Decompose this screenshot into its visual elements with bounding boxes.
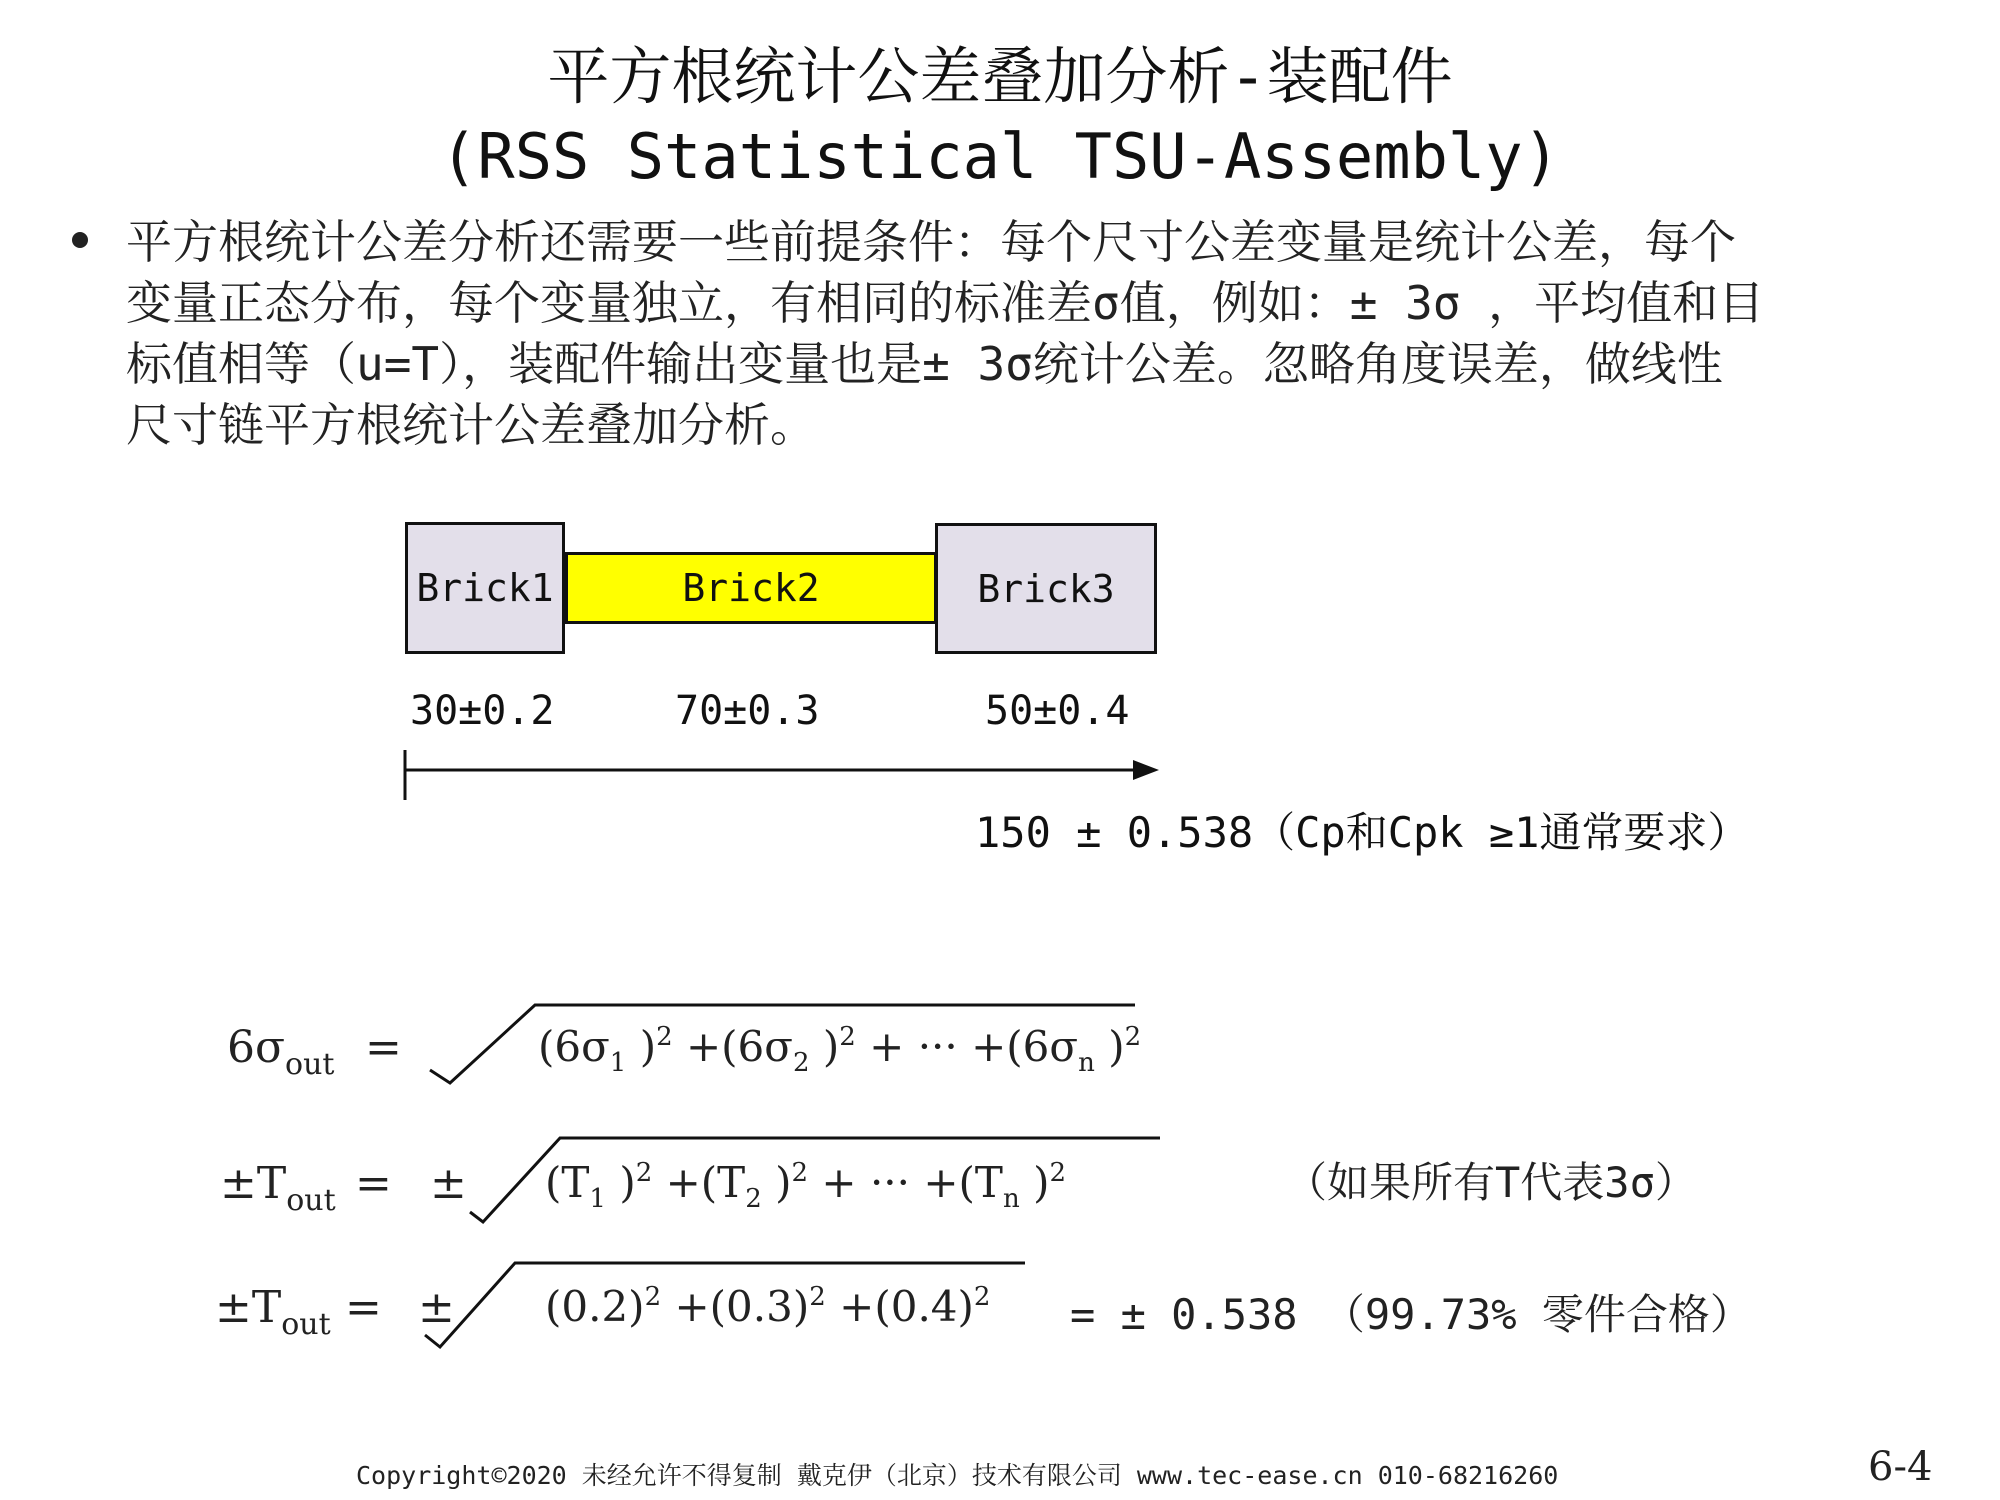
paragraph-line: 尺寸链平方根统计公差叠加分析。: [126, 398, 816, 452]
formula2-plusminus: ±: [430, 1158, 467, 1209]
formula1-lhs: $6\sigma_{out}$: [227, 1022, 335, 1082]
stack-result: 150 ± 0.538（Cp和Cpk ≥1通常要求）: [975, 808, 1750, 857]
brick1-box: [405, 522, 565, 654]
formula2-equals: =: [355, 1158, 392, 1209]
paragraph-line: 变量正态分布，每个变量独立，有相同的标准差σ值，例如：± 3σ ，平均值和目: [126, 276, 1765, 330]
formula3-radicand: $(0.2)^2 +(0.3)^2 +(0.4)^2$: [545, 1282, 991, 1331]
brick2-label: Brick2: [682, 566, 820, 610]
brick2-dimension: 70±0.3: [675, 688, 820, 734]
page-subtitle: (RSS Statistical TSU-Assembly): [440, 120, 1560, 193]
paragraph-line: 标值相等（u=T），装配件输出变量也是± 3σ统计公差。忽略角度误差，做线性: [126, 337, 1723, 391]
bullet-paragraph: [126, 212, 1926, 456]
formula1-radicand: ($6\sigma_1$ )$^2 +(6\sigma_2$ )$^2$ + ··· $+(6\sigma_n$ )$^2$: [538, 1022, 1142, 1078]
brick3-box: [935, 523, 1157, 654]
formula2-note: （如果所有T代表3σ）: [1285, 1158, 1697, 1207]
paragraph-line: 平方根统计公差分析还需要一些前提条件：每个尺寸公差变量是统计公差，每个: [126, 215, 1736, 269]
brick3-label: Brick3: [977, 566, 1115, 611]
formula2-lhs: $\pm T_{out}$: [220, 1158, 336, 1218]
footer-copyright: Copyright©2020 未经允许不得复制 戴克伊（北京）技术有限公司 www.tec-ease.cn 010-68216260: [356, 1461, 1559, 1490]
page-title: 平方根统计公差叠加分析-装配件: [547, 40, 1453, 113]
brick1-dimension: 30±0.2: [410, 688, 555, 734]
formula3-equals: =: [345, 1282, 382, 1333]
page-number: 6-4: [1868, 1444, 1933, 1490]
formula3-plusminus: ±: [418, 1282, 455, 1333]
bullet-icon: [72, 232, 88, 248]
formula3-lhs: $\pm T_{out}$: [215, 1282, 331, 1342]
brick2-box: [565, 552, 937, 624]
formula2-radicand: ($T_1$ )$^2 +(T_2$ )$^2$ + ··· $+(T_n$ )$^2$: [545, 1158, 1066, 1214]
formula1-equals: =: [365, 1022, 402, 1073]
brick1-label: Brick1: [416, 566, 554, 610]
brick3-dimension: 50±0.4: [985, 688, 1130, 734]
formula3-result: = ± 0.538 （99.73% 零件合格）: [1070, 1290, 1752, 1339]
